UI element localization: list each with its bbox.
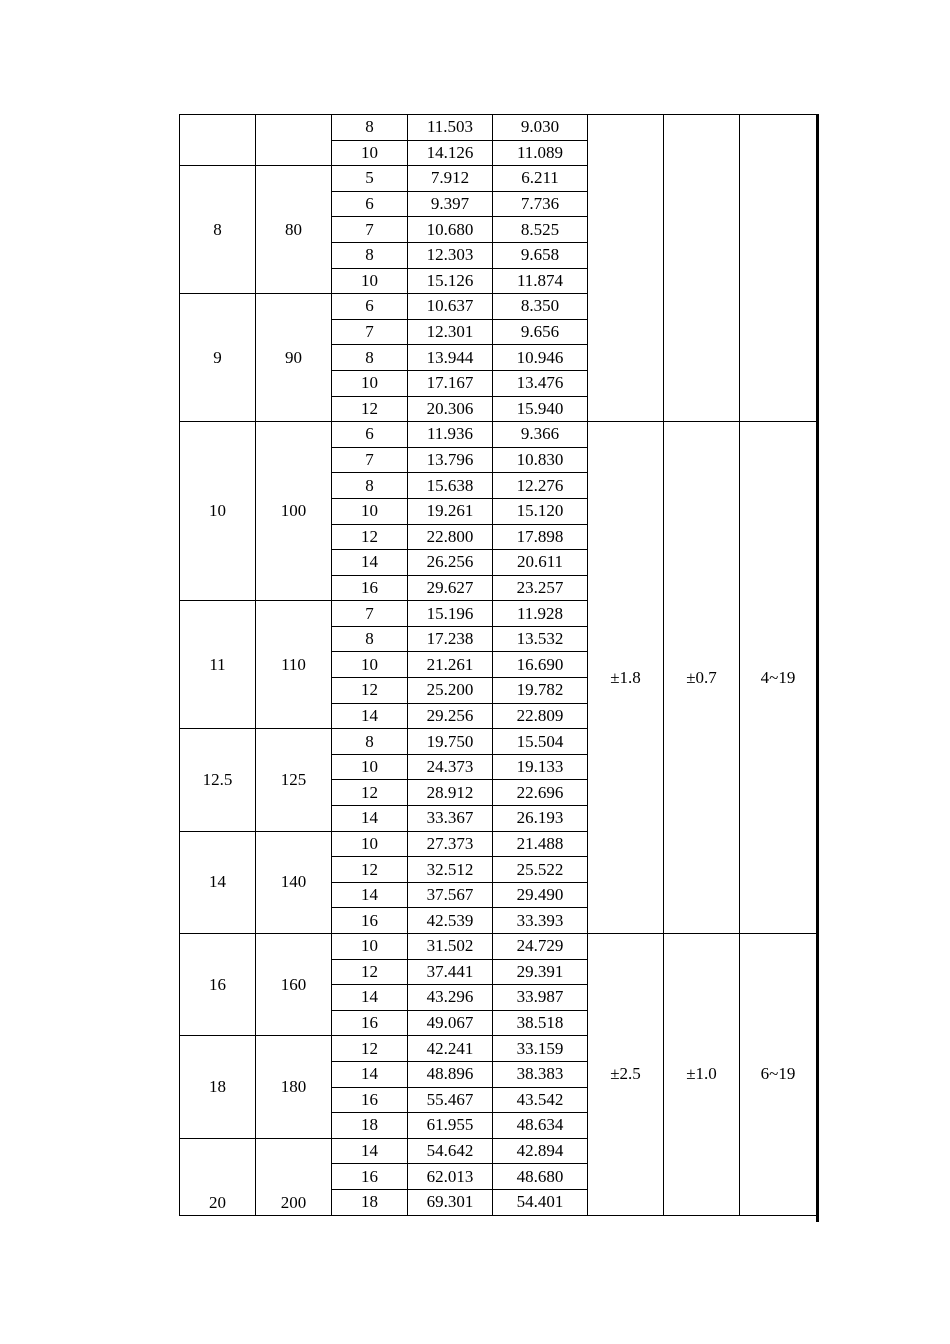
unit-weight-cell: 11.928 [493,601,588,627]
leg-width-cell: 125 [256,729,332,831]
unit-weight-cell: 16.690 [493,652,588,678]
thickness-cell: 10 [332,934,408,960]
section-area-cell: 31.502 [408,934,493,960]
leg-width-cell [256,115,332,166]
section-area-cell: 13.944 [408,345,493,371]
section-area-cell: 37.567 [408,882,493,908]
unit-weight-cell: 22.809 [493,703,588,729]
unit-weight-cell: 8.350 [493,294,588,320]
unit-weight-cell: 11.089 [493,140,588,166]
thickness-cell: 14 [332,985,408,1011]
tolerance-a-cell: ±2.5 [588,934,664,1216]
unit-weight-cell: 38.383 [493,1061,588,1087]
section-area-cell: 11.503 [408,115,493,141]
thickness-cell: 16 [332,1010,408,1036]
table-right-border [816,114,819,1222]
section-area-cell: 12.301 [408,319,493,345]
section-area-cell: 15.126 [408,268,493,294]
section-area-cell: 32.512 [408,857,493,883]
angle-number-cell: 18 [180,1036,256,1138]
thickness-cell: 7 [332,601,408,627]
unit-weight-cell: 9.656 [493,319,588,345]
thickness-cell: 12 [332,959,408,985]
unit-weight-cell: 13.476 [493,370,588,396]
thickness-cell: 16 [332,1087,408,1113]
section-area-cell: 42.539 [408,908,493,934]
thickness-cell: 10 [332,498,408,524]
length-range-cell: 6~19 [740,934,817,1216]
thickness-cell: 12 [332,857,408,883]
thickness-cell: 12 [332,678,408,704]
thickness-cell: 7 [332,447,408,473]
table-body [180,115,817,1216]
section-area-cell: 55.467 [408,1087,493,1113]
tolerance-a-cell: ±1.8 [588,422,664,934]
section-area-cell: 28.912 [408,780,493,806]
thickness-cell: 6 [332,422,408,448]
leg-width-cell: 200 [256,1138,332,1215]
thickness-cell: 18 [332,1189,408,1215]
leg-width-cell: 90 [256,294,332,422]
leg-width-cell: 110 [256,601,332,729]
unit-weight-cell: 15.504 [493,729,588,755]
section-area-cell: 13.796 [408,447,493,473]
unit-weight-cell: 26.193 [493,806,588,832]
section-area-cell: 48.896 [408,1061,493,1087]
section-area-cell: 9.397 [408,191,493,217]
thickness-cell: 6 [332,191,408,217]
section-area-cell: 12.303 [408,242,493,268]
leg-width-cell: 180 [256,1036,332,1138]
unit-weight-cell: 29.490 [493,882,588,908]
thickness-cell: 6 [332,294,408,320]
tolerance-a-cell [588,115,664,422]
unit-weight-cell: 9.366 [493,422,588,448]
unit-weight-cell: 33.393 [493,908,588,934]
document-page [179,114,817,1216]
unit-weight-cell: 12.276 [493,473,588,499]
section-area-cell: 14.126 [408,140,493,166]
thickness-cell: 10 [332,140,408,166]
thickness-cell: 14 [332,806,408,832]
section-area-cell: 19.750 [408,729,493,755]
leg-width-cell: 80 [256,166,332,294]
tolerance-b-cell: ±0.7 [664,422,740,934]
thickness-cell: 8 [332,473,408,499]
section-area-cell: 42.241 [408,1036,493,1062]
section-area-cell: 61.955 [408,1113,493,1139]
unit-weight-cell: 25.522 [493,857,588,883]
unit-weight-cell: 11.874 [493,268,588,294]
thickness-cell: 12 [332,780,408,806]
tolerance-b-cell: ±1.0 [664,934,740,1216]
section-area-cell: 17.167 [408,370,493,396]
thickness-cell: 8 [332,242,408,268]
unit-weight-cell: 9.658 [493,242,588,268]
thickness-cell: 14 [332,882,408,908]
unit-weight-cell: 15.120 [493,498,588,524]
thickness-cell: 12 [332,396,408,422]
thickness-cell: 8 [332,729,408,755]
section-area-cell: 29.256 [408,703,493,729]
thickness-cell: 16 [332,908,408,934]
section-area-cell: 17.238 [408,626,493,652]
angle-number-cell: 20 [180,1138,256,1215]
section-area-cell: 20.306 [408,396,493,422]
thickness-cell: 10 [332,754,408,780]
section-area-cell: 10.637 [408,294,493,320]
angle-number-cell: 16 [180,934,256,1036]
unit-weight-cell: 15.940 [493,396,588,422]
unit-weight-cell: 19.782 [493,678,588,704]
thickness-cell: 5 [332,166,408,192]
section-area-cell: 26.256 [408,550,493,576]
unit-weight-cell: 43.542 [493,1087,588,1113]
section-area-cell: 19.261 [408,498,493,524]
angle-number-cell: 11 [180,601,256,729]
thickness-cell: 8 [332,115,408,141]
angle-number-cell: 9 [180,294,256,422]
angle-number-cell: 12.5 [180,729,256,831]
thickness-cell: 10 [332,268,408,294]
unit-weight-cell: 10.946 [493,345,588,371]
thickness-cell: 16 [332,1164,408,1190]
unit-weight-cell: 13.532 [493,626,588,652]
thickness-cell: 14 [332,703,408,729]
unit-weight-cell: 21.488 [493,831,588,857]
section-area-cell: 25.200 [408,678,493,704]
thickness-cell: 8 [332,345,408,371]
table-row [180,422,817,448]
unit-weight-cell: 54.401 [493,1189,588,1215]
section-area-cell: 11.936 [408,422,493,448]
unit-weight-cell: 9.030 [493,115,588,141]
unit-weight-cell: 17.898 [493,524,588,550]
section-area-cell: 7.912 [408,166,493,192]
thickness-cell: 7 [332,217,408,243]
unit-weight-cell: 24.729 [493,934,588,960]
unit-weight-cell: 23.257 [493,575,588,601]
section-area-cell: 49.067 [408,1010,493,1036]
leg-width-cell: 160 [256,934,332,1036]
section-area-cell: 21.261 [408,652,493,678]
section-area-cell: 15.196 [408,601,493,627]
section-area-cell: 24.373 [408,754,493,780]
thickness-cell: 18 [332,1113,408,1139]
length-range-cell: 4~19 [740,422,817,934]
thickness-cell: 16 [332,575,408,601]
section-area-cell: 15.638 [408,473,493,499]
unit-weight-cell: 38.518 [493,1010,588,1036]
thickness-cell: 10 [332,652,408,678]
unit-weight-cell: 33.159 [493,1036,588,1062]
section-area-cell: 62.013 [408,1164,493,1190]
tolerance-b-cell [664,115,740,422]
unit-weight-cell: 19.133 [493,754,588,780]
unit-weight-cell: 48.680 [493,1164,588,1190]
section-area-cell: 43.296 [408,985,493,1011]
thickness-cell: 8 [332,626,408,652]
unit-weight-cell: 8.525 [493,217,588,243]
thickness-cell: 10 [332,831,408,857]
angle-number-cell: 14 [180,831,256,933]
thickness-cell: 12 [332,1036,408,1062]
section-area-cell: 54.642 [408,1138,493,1164]
angle-number-cell: 8 [180,166,256,294]
angle-number-cell [180,115,256,166]
unit-weight-cell: 33.987 [493,985,588,1011]
section-area-cell: 29.627 [408,575,493,601]
length-range-cell [740,115,817,422]
thickness-cell: 14 [332,1061,408,1087]
section-area-cell: 69.301 [408,1189,493,1215]
angle-steel-spec-table [179,114,817,1216]
section-area-cell: 22.800 [408,524,493,550]
thickness-cell: 10 [332,370,408,396]
unit-weight-cell: 20.611 [493,550,588,576]
unit-weight-cell: 7.736 [493,191,588,217]
thickness-cell: 7 [332,319,408,345]
table-row [180,934,817,960]
angle-number-cell: 10 [180,422,256,601]
thickness-cell: 14 [332,550,408,576]
thickness-cell: 14 [332,1138,408,1164]
section-area-cell: 27.373 [408,831,493,857]
unit-weight-cell: 6.211 [493,166,588,192]
unit-weight-cell: 29.391 [493,959,588,985]
table-row [180,115,817,141]
section-area-cell: 37.441 [408,959,493,985]
unit-weight-cell: 48.634 [493,1113,588,1139]
leg-width-cell: 100 [256,422,332,601]
unit-weight-cell: 22.696 [493,780,588,806]
thickness-cell: 12 [332,524,408,550]
leg-width-cell: 140 [256,831,332,933]
unit-weight-cell: 42.894 [493,1138,588,1164]
section-area-cell: 10.680 [408,217,493,243]
unit-weight-cell: 10.830 [493,447,588,473]
section-area-cell: 33.367 [408,806,493,832]
